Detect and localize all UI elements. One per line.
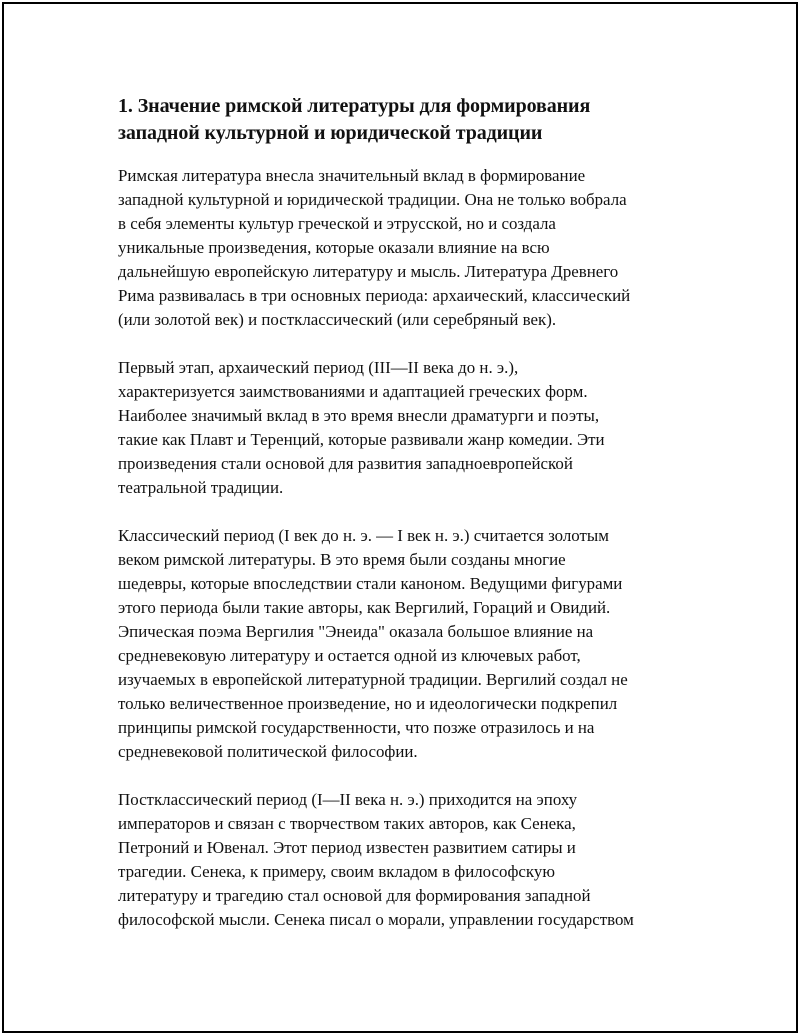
paragraph-intro: Римская литература внесла значительный вклад в формирование западной культурной и юридической традиции. Она не только вобрала в себя элементы культур греческой и этрусской, но и создала уникальные произведения, которые оказали влияние на всю дальнейшую европейскую литературу и мысль. Литература Древнего Рима развивалась в три основных периода: архаический, классический (или золотой век) и постклассический (или серебряный век). xyxy=(118,166,631,329)
paragraph-archaic-period: Первый этап, архаический период (III—II века до н. э.), характеризуется заимствованиями и адаптацией греческих форм. Наиболее значимый вклад в это время внесли драматурги и поэты, такие как Плавт и Теренций, которые развивали жанр комедии. Эти произведения стали основой для развития западноевропейской театральной традиции. xyxy=(118,358,605,497)
paragraph-postclassical-period: Постклассический период (I—II века н. э.) приходится на эпоху императоров и связан с творчеством таких авторов, как Сенека, Петроний и Ювенал. Этот период известен развитием сатиры и трагедии. Сенека, к примеру, своим вкладом в философскую литературу и трагедию стал основой для формирования западной философской мысли. Сенека писал о морали, управлении государством xyxy=(118,790,634,929)
document-body xyxy=(118,93,698,956)
section-heading: 1. Значение римской литературы для формирования западной культурной и юридической традиции xyxy=(118,95,591,144)
paragraph-classical-period: Классический период (I век до н. э. — I век н. э.) считается золотым веком римской литературы. В это время были созданы многие шедевры, которые впоследствии стали каноном. Ведущими фигурами этого периода были такие авторы, как Вергилий, Гораций и Овидий. Эпическая поэма Вергилия "Энеида" оказала большое влияние на средневековую литературу и остается одной из ключевых работ, изучаемых в европейской литературной традиции. Вергилий создал не только величественное произведение, но и идеологически подкрепил принципы римской государственности, что позже отразилось и на средневековой политической философии. xyxy=(118,526,628,761)
